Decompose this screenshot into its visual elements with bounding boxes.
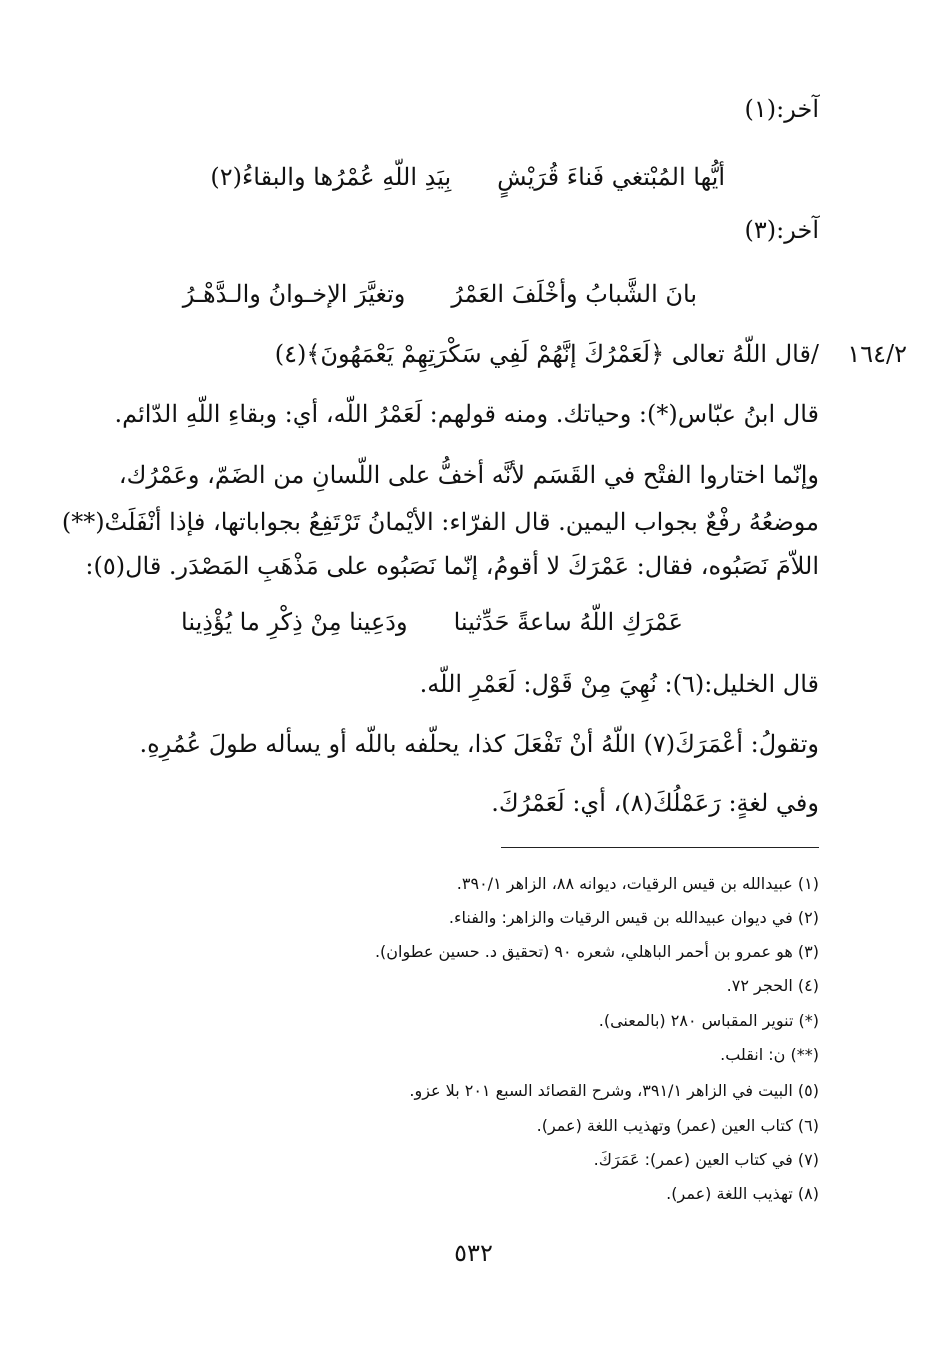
verse-3 <box>181 605 683 639</box>
verse-1-second-hemistich: بِيَدِ اللّهِ عُمْرُها والبقاءُ(٢) <box>210 163 452 191</box>
footnote: (٣) هو عمرو بن أحمر الباهلي، شعره ٩٠ (تحقيق د. حسين عطوان). <box>374 942 819 961</box>
body-line: وفي لغةٍ: رَعَمْلُكَ(٨)، أي: لَعَمْرُكَ. <box>491 789 819 817</box>
body-line: اللاّمَ نَصَبُوه، فقال: عَمْرَكَ لا أقومُ، إنّما نَصَبُوه على مَذْهَبِ المَصْدَر. قال(٥): <box>85 552 819 580</box>
verse-3-second-hemistich: ودَعِينا مِنْ ذِكْرِ ما يُؤْذِينا <box>181 608 408 636</box>
verse-intro-2: آخر:(٣) <box>744 216 819 244</box>
verse-1-first-hemistich: أيُّها المُبْتغي فَناءَ قُرَيْشٍ <box>497 163 725 191</box>
body-line: قال الخليل:(٦): نُهِيَ مِنْ قَوْل: لَعَمْرِ اللّه. <box>419 670 819 698</box>
footnote: (٤) الحجر ٧٢. <box>726 976 819 995</box>
verse-3-first-hemistich: عَمْرَكِ اللّهُ ساعةً حَدِّثينا <box>453 608 683 636</box>
verse-intro-1: آخر:(١) <box>744 95 819 123</box>
page-number: ٥٣٢ <box>454 1239 493 1267</box>
footnote: (٧) في كتاب العين (عمر): عَمَرَكَ. <box>593 1150 819 1169</box>
margin-reference: ١٦٤/٢ <box>847 340 907 368</box>
footnote: (٥) البيت في الزاهر ٣٩١/١، وشرح القصائد السبع ٢٠١ بلا عزو. <box>409 1081 819 1100</box>
footnote: (٦) كتاب العين (عمر) وتهذيب اللغة (عمر). <box>536 1116 819 1135</box>
footnote: (٨) تهذيب اللغة (عمر). <box>666 1184 819 1203</box>
footnote-divider <box>501 847 819 848</box>
footnote: (١) عبيدالله بن قيس الرقيات، ديوانه ٨٨، الزاهر ٣٩٠/١. <box>456 874 819 893</box>
quran-quote-line: /قال اللّهُ تعالى ﴿لَعَمْرُكَ إنَّهُمْ لَفِي سَكْرَتِهِمْ يَعْمَهُونَ﴾(٤) <box>274 340 819 368</box>
footnote: (**) ن: انقلب. <box>720 1045 819 1064</box>
verse-2-second-hemistich: وتغيَّرَ الإخـوانُ والـدَّهْـرُ <box>182 280 406 308</box>
verse-1 <box>210 160 725 194</box>
footnote: (٢) في ديوان عبيدالله بن قيس الرقيات والزاهر: والفناء. <box>448 908 819 927</box>
body-line: قال ابنُ عبّاس(*): وحياتك. ومنه قولهم: لَعَمْرُ اللّه، أي: وبقاءِ اللّهِ الدّائم. <box>114 400 819 428</box>
verse-2-first-hemistich: بانَ الشَّبابُ وأخْلَفَ العَمْرُ <box>451 280 697 308</box>
verse-2 <box>183 277 697 311</box>
body-line: وإنّما اختاروا الفتْح في القَسَم لأنَّه أخفُّ على اللّسانِ من الضَمّ، وعَمْرُك، <box>118 461 819 489</box>
body-line: موضعُهُ رفْعٌ بجواب اليمين. قال الفرّاء: الأيْمانُ تَرْتَفِعُ بجواباتها، فإذا أنْفَلَتْ(**) <box>61 508 819 536</box>
body-line: وتقولُ: أعْمَرَكَ(٧) اللّهُ أنْ تَفْعَلَ كذا، يحلّفه باللّه أو يسأله طولَ عُمُرِهِ. <box>139 730 819 758</box>
footnote: (*) تنوير المقباس ٢٨٠ (بالمعنى). <box>598 1011 819 1030</box>
